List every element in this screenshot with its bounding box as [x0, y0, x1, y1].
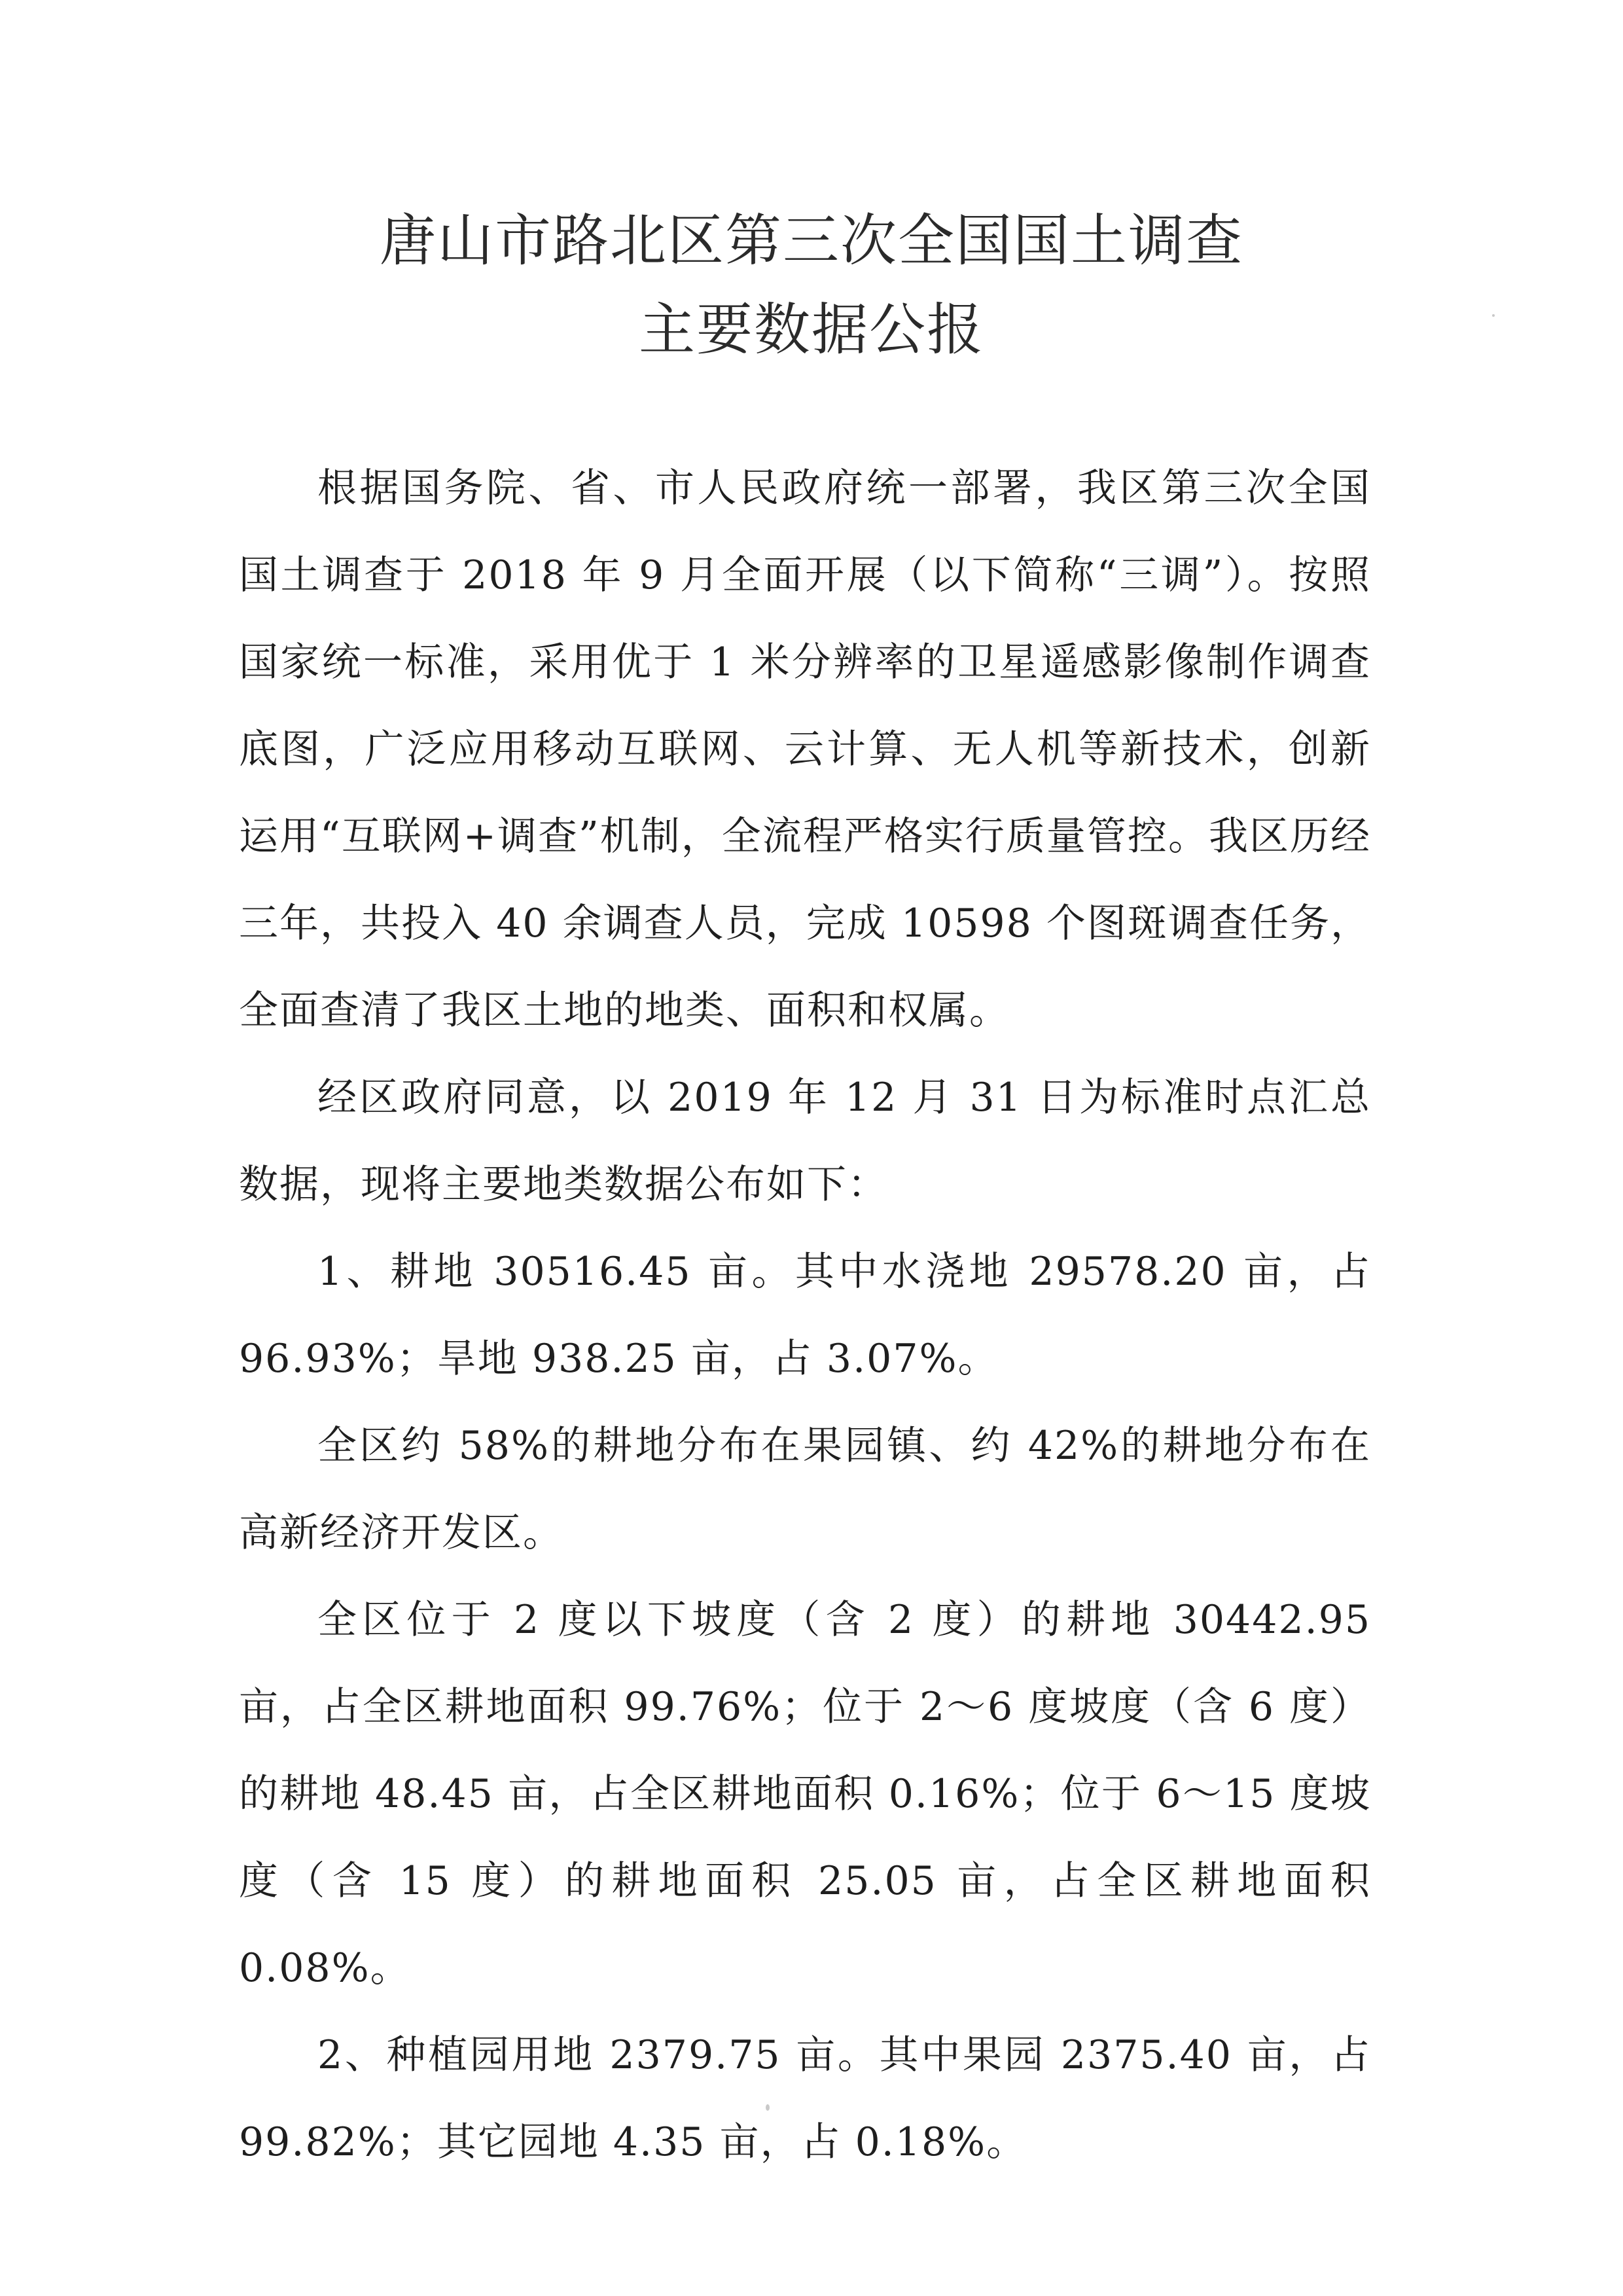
paragraph-cultivated-land: 1、耕地 30516.45 亩。其中水浇地 29578.20 亩，占 96.93%；旱地 938.25 亩，占 3.07%。: [239, 1249, 1371, 1382]
document-title: [0, 196, 1623, 374]
scan-speck: [766, 2104, 770, 2111]
document-body: [239, 445, 1371, 2186]
scan-speck: [1492, 314, 1495, 317]
paragraph-plantation-land: 2、种植园用地 2379.75 亩。其中果园 2375.40 亩，占 99.82%；其它园地 4.35 亩，占 0.18%。: [239, 2032, 1371, 2165]
title-line-2: 主要数据公报: [639, 297, 984, 363]
paragraph-slope: 全区位于 2 度以下坡度（含 2 度）的耕地 30442.95 亩，占全区耕地面积 99.76%；位于 2～6 度坡度（含 6 度）的耕地 48.45 亩，占全区耕地面积 0.16%；位于 6～15 度坡度（含 15 度）的耕地面积 25.05 亩，占全区耕地面积 0.08%。: [239, 1597, 1371, 1991]
paragraph-intro: 根据国务院、省、市人民政府统一部署，我区第三次全国国土调查于 2018 年 9 月全面开展（以下简称“三调”）。按照国家统一标准，采用优于 1 米分辨率的卫星遥感影像制作调查底图，广泛应用移动互联网、云计算、无人机等新技术，创新运用“互联网+调查”机制，全流程严格实行质量管控。我区历经三年，共投入 40 余调查人员，完成 10598 个图斑调查任务，全面查清了我区土地的地类、面积和权属。: [239, 465, 1371, 1033]
title-line-1: 唐山市路北区第三次全国国土调查: [380, 208, 1243, 274]
paragraph-land-distribution: 全区约 58%的耕地分布在果园镇、约 42%的耕地分布在高新经济开发区。: [239, 1423, 1371, 1556]
paragraph-publication-basis: 经区政府同意，以 2019 年 12 月 31 日为标准时点汇总数据，现将主要地类数据公布如下：: [239, 1075, 1371, 1208]
